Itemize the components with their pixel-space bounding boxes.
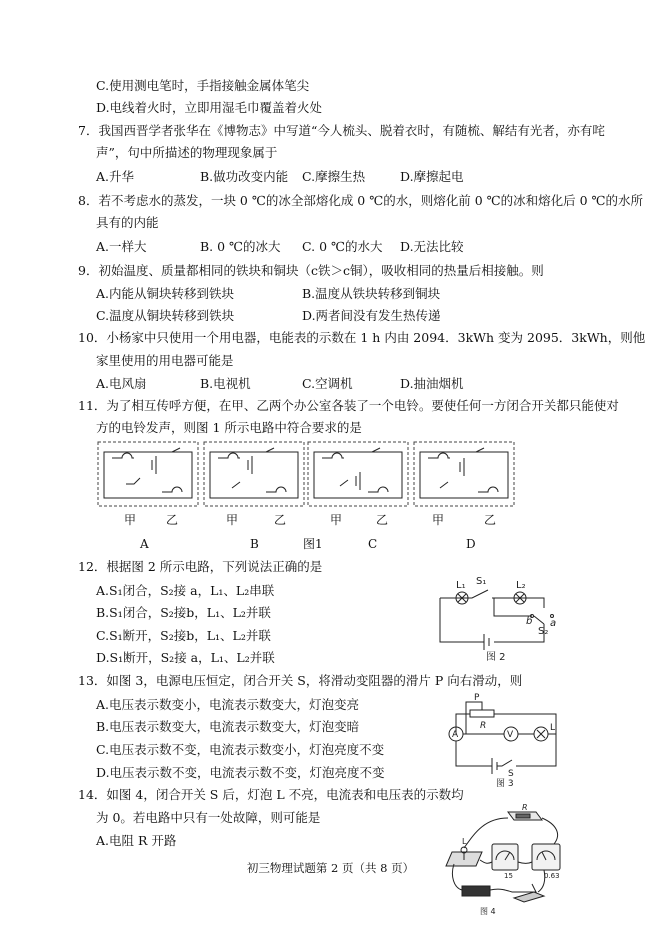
page-footer: 初三物理试题第 2 页（共 8 页） <box>246 861 415 875</box>
q9-stem: 9．初始温度、质量都相同的铁块和铜块（c铁＞c铜），吸收相同的热量后相接触。则 <box>78 263 544 278</box>
q12-stem: 12．根据图 2 所示电路，下列说法正确的是 <box>78 559 323 574</box>
figure-1-circuits <box>96 440 526 514</box>
q8-option-b: B. 0 ℃的冰大 <box>200 239 281 254</box>
fig4-l-label: L <box>462 837 467 846</box>
fig1-label-jia-a: 甲 <box>124 513 137 527</box>
q13-option-b: B.电压表示数变大，电流表示数变大，灯泡变暗 <box>96 719 360 734</box>
fig1-label-jia-c: 甲 <box>330 513 343 527</box>
fig1-label-yi-d: 乙 <box>484 513 497 527</box>
fig1-option-c: C <box>368 537 378 551</box>
fig1-option-b: B <box>250 537 259 551</box>
q11-stem-line2: 方的电铃发声，则图 1 所示电路中符合要求的是 <box>96 420 362 435</box>
q9-option-c: C.温度从铜块转移到铁块 <box>96 308 235 323</box>
q14-stem-line2: 为 0。若电路中只有一处故障，则可能是 <box>96 810 321 825</box>
q7-option-a: A.升华 <box>96 169 135 184</box>
q8-option-a: A.一样大 <box>96 239 147 254</box>
q8-stem-line2: 具有的内能 <box>96 215 159 230</box>
q6-option-c: C.使用测电笔时，手指接触金属体笔尖 <box>96 78 310 93</box>
fig2-b-label: b <box>526 616 533 627</box>
fig1-option-a: A <box>140 537 149 551</box>
fig3-a-label: A <box>452 730 459 740</box>
q7-option-c: C.摩擦生热 <box>302 169 366 184</box>
fig4-r-label: R <box>522 804 528 812</box>
q7-option-b: B.做功改变内能 <box>200 169 289 184</box>
q8-option-c: C. 0 ℃的水大 <box>302 239 383 254</box>
fig3-p-label: P <box>474 693 480 703</box>
q8-stem-line1: 8．若不考虑水的蒸发，一块 0 ℃的冰全部熔化成 0 ℃的水，则熔化前 0 ℃的冰和熔化后 0 ℃的水所 <box>78 193 643 208</box>
fig4-caption: 图 4 <box>480 907 496 916</box>
figure-2-circuit <box>432 572 562 664</box>
q12-option-d: D.S₁断开，S₂接 a，L₁、L₂并联 <box>96 650 275 665</box>
q13-stem: 13．如图 3，电源电压恒定，闭合开关 S，将滑动变阻器的滑片 P 向右滑动，则 <box>78 673 523 688</box>
fig1-label-yi-b: 乙 <box>274 513 287 527</box>
fig1-label-yi-c: 乙 <box>376 513 389 527</box>
fig3-caption: 图 3 <box>496 779 514 788</box>
q6-option-d: D.电线着火时，立即用湿毛巾覆盖着火处 <box>96 100 323 115</box>
fig3-r-label: R <box>480 721 487 731</box>
q7-option-d: D.摩擦起电 <box>400 169 464 184</box>
fig2-s2-label: S₂ <box>538 626 549 637</box>
q12-option-b: B.S₁闭合，S₂接b，L₁、L₂并联 <box>96 605 271 620</box>
q10-option-d: D.抽油烟机 <box>400 376 464 391</box>
fig1-label-jia-b: 甲 <box>226 513 239 527</box>
fig1-option-d: D <box>466 537 476 551</box>
q14-option-a: A.电阻 R 开路 <box>96 833 177 848</box>
q13-option-d: D.电压表示数不变，电流表示数不变，灯泡亮度不变 <box>96 765 385 780</box>
q13-option-a: A.电压表示数变小，电流表示数变大，灯泡变亮 <box>96 697 360 712</box>
fig1-caption: 图1 <box>303 537 323 551</box>
q10-option-a: A.电风扇 <box>96 376 147 391</box>
fig3-v-label: V <box>507 730 514 740</box>
fig4-terminal-063: 0.63 <box>544 872 560 880</box>
q12-option-c: C.S₁断开，S₂接b，L₁、L₂并联 <box>96 628 271 643</box>
fig2-caption: 图 2 <box>486 652 506 663</box>
fig2-a-label: a <box>550 618 557 629</box>
fig3-l-label: L <box>550 723 556 733</box>
q7-stem-line2: 声”，句中所描述的物理现象属于 <box>96 145 278 160</box>
figure-3-circuit <box>436 690 566 788</box>
q10-stem-line1: 10．小杨家中只使用一个用电器，电能表的示数在 1 h 内由 2094．3kWh 变为 2095．3kWh，则他 <box>78 330 646 345</box>
fig3-s-label: S <box>508 769 514 779</box>
q9-option-d: D.两者间没有发生热传递 <box>302 308 441 323</box>
q8-option-d: D.无法比较 <box>400 239 464 254</box>
fig2-l1-label: L₁ <box>456 580 466 591</box>
q10-stem-line2: 家里使用的用电器可能是 <box>96 353 234 368</box>
q13-option-c: C.电压表示数不变，电流表示数变小，灯泡亮度不变 <box>96 742 385 757</box>
q10-option-c: C.空调机 <box>302 376 353 391</box>
q14-stem-line1: 14．如图 4，闭合开关 S 后，灯泡 L 不亮，电流表和电压表的示数均 <box>78 787 464 802</box>
fig2-s1-label: S₁ <box>476 576 487 587</box>
fig1-label-jia-d: 甲 <box>432 513 445 527</box>
q9-option-b: B.温度从铁块转移到铜块 <box>302 286 441 301</box>
q7-stem-line1: 7．我国西晋学者张华在《博物志》中写道“今人梳头、脱着衣时，有随梳、解结有光者，亦有咤 <box>78 123 605 138</box>
fig2-l2-label: L₂ <box>516 580 526 591</box>
fig1-label-yi-a: 乙 <box>166 513 179 527</box>
q9-option-a: A.内能从铜块转移到铁块 <box>96 286 235 301</box>
fig4-terminal-15: 15 <box>504 872 513 880</box>
q10-option-b: B.电视机 <box>200 376 251 391</box>
q11-stem-line1: 11．为了相互传呼方便，在甲、乙两个办公室各装了一个电铃。要使任何一方闭合开关都只能使对 <box>78 398 619 413</box>
q12-option-a: A.S₁闭合，S₂接 a，L₁、L₂串联 <box>96 583 275 598</box>
